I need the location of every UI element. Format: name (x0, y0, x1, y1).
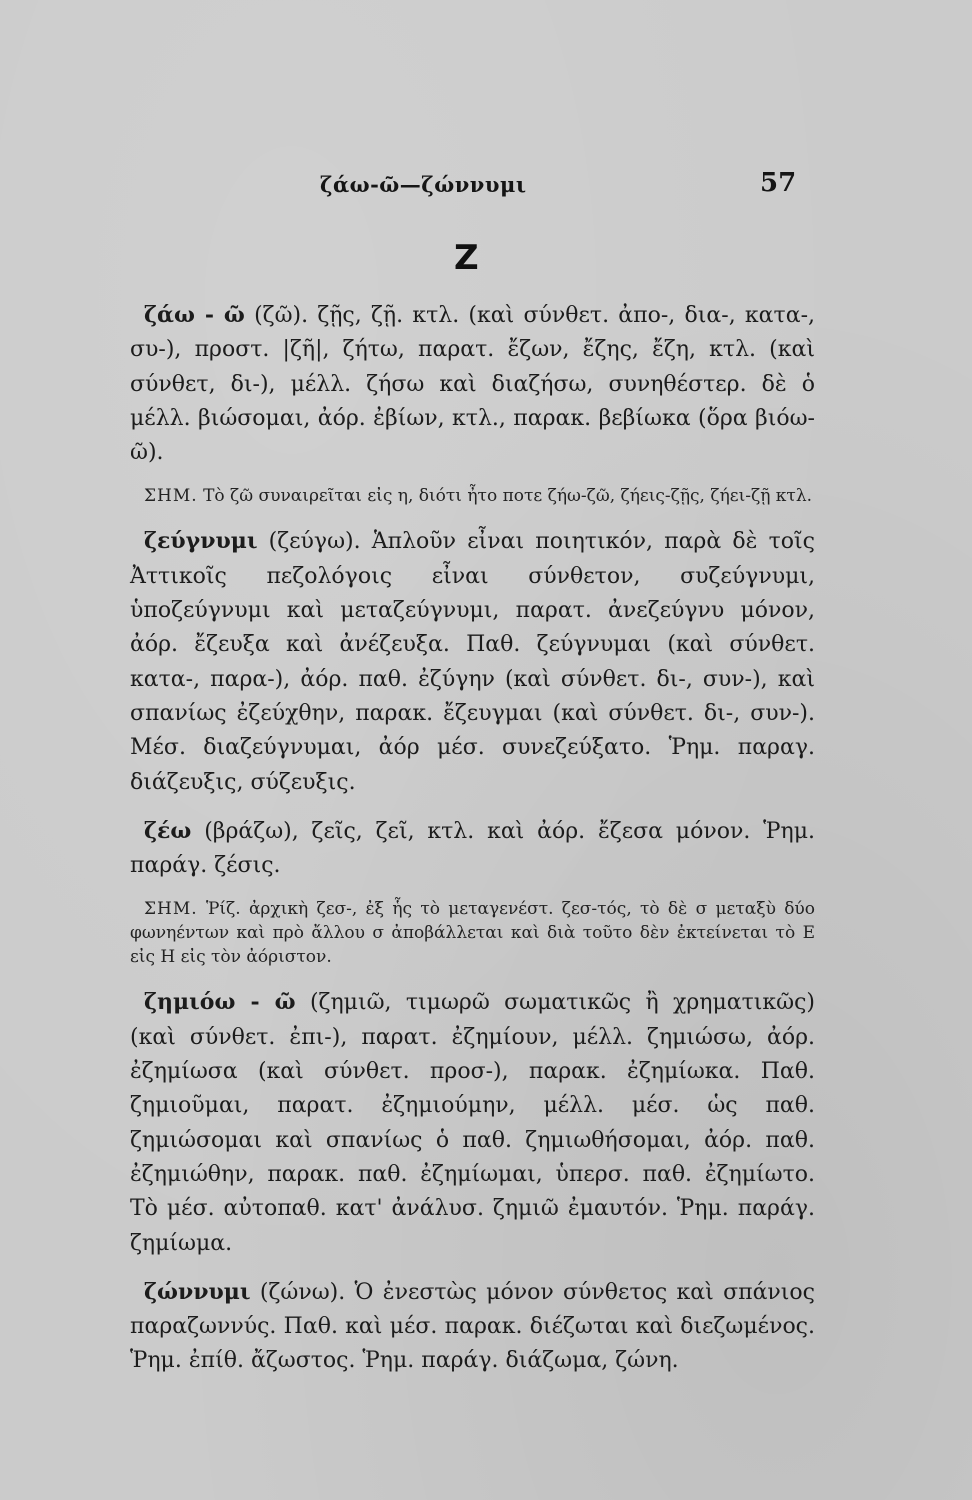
note-text: Ῥίζ. ἀρχικὴ ζεσ-, ἐξ ἧς τὸ μεταγενέστ. ζεσ-τός, τὸ δὲ σ μεταξὺ δύο φωνηέντων καὶ πρὸ ἄλλου σ ἀποβάλλεται καὶ διὰ τοῦτο δὲν ἐκτείνεται τὸ Ε εἰς Η εἰς τὸν ἀόριστον. (130, 899, 815, 968)
entry-lemma: ζημιόω - ῶ (144, 989, 296, 1016)
entry-zeugnymi (130, 524, 815, 799)
note-zao (130, 484, 815, 508)
entry-text: (ζεύγω). Ἁπλοῦν εἶναι ποιητικόν, παρὰ δὲ τοῖς Ἀττικοῖς πεζολόγοις εἶναι σύνθετον, συζεύγνυμι, ὑποζεύγνυμι καὶ μεταζεύγνυμι, παρατ. ἀνεζεύγνυ μόνον, ἀόρ. ἔζευξα καὶ ἀνέζευξα. Παθ. ζεύγνυμαι (καὶ σύνθετ. κατα-, παρα-), ἀόρ. παθ. ἐζύγην (καὶ σύνθετ. δι-, συν-), καὶ σπανίως ἐζεύχθην, παρακ. ἔζευγμαι (καὶ σύνθετ. δι-, συν-). Μέσ. διαζεύγνυμαι, ἀόρ μέσ. συνεζεύξατο. Ῥημ. παραγ. διάζευξις, σύζευξις. (130, 529, 815, 795)
note-label: ΣΗΜ. (144, 486, 198, 507)
entry-lemma: ζεύγνυμι (144, 528, 258, 555)
entry-zeo (130, 814, 815, 884)
section-letter: Ζ (454, 238, 479, 278)
entry-lemma: ζάω - ῶ (144, 302, 245, 328)
note-text: Τὸ ζῶ συναιρεῖται εἰς η, διότι ἦτο ποτε ζήω-ζῶ, ζήεις-ζῇς, ζήει-ζῇ κτλ. (203, 486, 812, 507)
page-number: 57 (760, 168, 797, 198)
entry-zao (130, 298, 815, 470)
entry-text: (ζῶ). ζῇς, ζῇ. κτλ. (καὶ σύνθετ. ἀπο-, δια-, κατα-, συ-), προστ. |ζῆ|, ζήτω, παρατ. ἔζων, ἔζης, ἔζη, κτλ. (καὶ σύνθετ, δι-), μέλλ. ζήσω καὶ διαζήσω, συνηθέστερ. δὲ ὁ μέλλ. βιώσομαι, ἀόρ. ἐβίων, κτλ., παρακ. βεβίωκα (ὅρα βιόω-ῶ). (130, 303, 815, 466)
entry-text: (ζώνω). Ὁ ἐνεστὼς μόνον σύνθετος καὶ σπάνιος παραζωννύς. Παθ. καὶ μέσ. παρακ. διέζωται καὶ διεζωμένος. Ῥημ. ἐπίθ. ἄζωστος. Ῥημ. παράγ. διάζωμα, ζώνη. (130, 1279, 815, 1374)
entry-text: (ζημιῶ, τιμωρῶ σωματικῶς ἢ χρηματικῶς) (καὶ σύνθετ. ἐπι-), παρατ. ἐζημίουν, μέλλ. ζημιώσω, ἀόρ. ἐζημίωσα (καὶ σύνθετ. προσ-), παρακ. ἐζημίωκα. Παθ. ζημιοῦμαι, παρατ. ἐζημιούμην, μέλλ. μέσ. ὡς παθ. ζημιώσομαι καὶ σπανίως ὁ παθ. ζημιωθήσομαι, ἀόρ. παθ. ἐζημιώθην, παρακ. παθ. ἐζημίωμαι, ὑπερσ. παθ. ἐζημίωτο. Τὸ μέσ. αὐτοπαθ. κατ' ἀνάλυσ. ζημιῶ ἐμαυτόν. Ῥημ. παράγ. ζημίωμα. (130, 990, 816, 1256)
dictionary-body (130, 298, 815, 1379)
entry-lemma: ζώννυμι (144, 1278, 251, 1305)
note-label: ΣΗΜ. (144, 899, 198, 920)
note-zeo (130, 897, 815, 969)
entry-zonnymi (130, 1275, 815, 1379)
running-head: ζάω-ῶ—ζώννυμι (320, 172, 527, 197)
entry-lemma: ζέω (144, 817, 192, 844)
entry-text: (βράζω), ζεῖς, ζεῖ, κτλ. καὶ ἀόρ. ἔζεσα μόνον. Ῥημ. παράγ. ζέσις. (130, 818, 815, 879)
entry-zemioo (130, 985, 815, 1260)
